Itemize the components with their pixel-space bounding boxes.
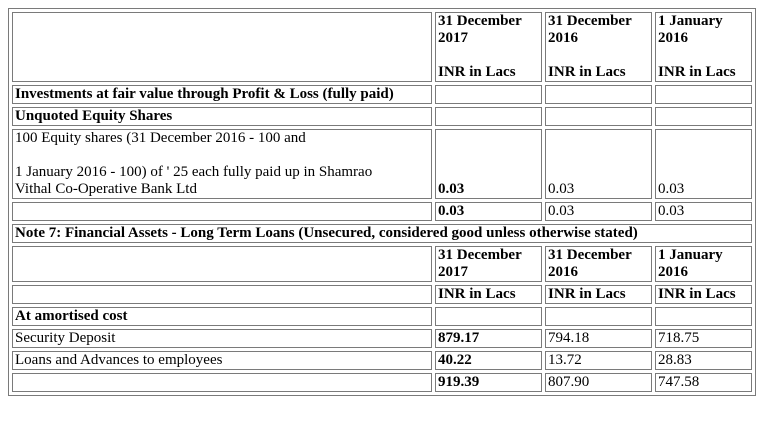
header-unit-label: INR in Lacs: [438, 64, 516, 80]
equity-item-description: [12, 129, 432, 199]
header-col-jan2016: 1 January 2016: [655, 246, 752, 282]
description-line: 1 January 2016 - 100) of ' 25 each fully paid up in Shamrao: [15, 164, 373, 180]
empty-cell: [435, 85, 542, 104]
header-unit-label: INR in Lacs: [548, 64, 626, 80]
section-total-row: [12, 373, 752, 392]
financial-notes-container: [8, 8, 756, 396]
header-unit-label: INR in Lacs: [435, 285, 542, 304]
financial-table: [8, 8, 756, 396]
note-title: Note 7: Financial Assets - Long Term Loans (Unsecured, considered good unless otherwise stated): [12, 224, 752, 243]
empty-cell: [545, 307, 652, 326]
section-title: Investments at fair value through Profit & Loss (fully paid): [12, 85, 432, 104]
header-unit-label: INR in Lacs: [658, 64, 736, 80]
section-title-row: [12, 85, 752, 104]
value-cell: 13.72: [545, 351, 652, 370]
section-subtitle-row: [12, 107, 752, 126]
empty-cell: [12, 373, 432, 392]
table-row: [12, 351, 752, 370]
header-row-2: [12, 246, 752, 282]
empty-cell: [435, 107, 542, 126]
empty-cell: [655, 107, 752, 126]
row-label: Loans and Advances to employees: [12, 351, 432, 370]
empty-cell: [435, 307, 542, 326]
total-cell: 747.58: [655, 373, 752, 392]
section-subtitle: Unquoted Equity Shares: [12, 107, 432, 126]
empty-cell: [655, 307, 752, 326]
header-col-jan2016: [655, 12, 752, 82]
total-cell: 0.03: [545, 202, 652, 221]
empty-cell: [545, 85, 652, 104]
value-cell: 879.17: [435, 329, 542, 348]
value-cell: 28.83: [655, 351, 752, 370]
description-line: 100 Equity shares (31 December 2016 - 100 and: [15, 130, 306, 146]
empty-cell: [545, 107, 652, 126]
header-year-label: 1 January 2016: [658, 13, 723, 46]
header-blank-cell: [12, 285, 432, 304]
value-cell: 40.22: [435, 351, 542, 370]
header-unit-label: INR in Lacs: [655, 285, 752, 304]
header-col-2016: 31 December 2016: [545, 246, 652, 282]
header-unit-row: [12, 285, 752, 304]
header-row-1: [12, 12, 752, 82]
equity-item-row: [12, 129, 752, 199]
total-cell: 919.39: [435, 373, 542, 392]
section-title: At amortised cost: [12, 307, 432, 326]
value-cell: 0.03: [655, 129, 752, 199]
header-col-2016: [545, 12, 652, 82]
row-label: Security Deposit: [12, 329, 432, 348]
section-title-row: [12, 307, 752, 326]
header-blank-cell: [12, 12, 432, 82]
empty-cell: [655, 85, 752, 104]
section-total-row: [12, 202, 752, 221]
value-cell: 794.18: [545, 329, 652, 348]
total-cell: 0.03: [655, 202, 752, 221]
description-line: Vithal Co-Operative Bank Ltd: [15, 181, 197, 197]
header-col-2017: [435, 12, 542, 82]
table-row: [12, 329, 752, 348]
total-cell: 0.03: [435, 202, 542, 221]
empty-cell: [12, 202, 432, 221]
header-blank-cell: [12, 246, 432, 282]
value-cell: 718.75: [655, 329, 752, 348]
total-cell: 807.90: [545, 373, 652, 392]
value-cell: 0.03: [545, 129, 652, 199]
header-unit-label: INR in Lacs: [545, 285, 652, 304]
note-title-row: [12, 224, 752, 243]
header-year-label: 31 December 2016: [548, 13, 632, 46]
header-year-label: 31 December 2017: [438, 13, 522, 46]
value-cell: 0.03: [435, 129, 542, 199]
header-col-2017: 31 December 2017: [435, 246, 542, 282]
